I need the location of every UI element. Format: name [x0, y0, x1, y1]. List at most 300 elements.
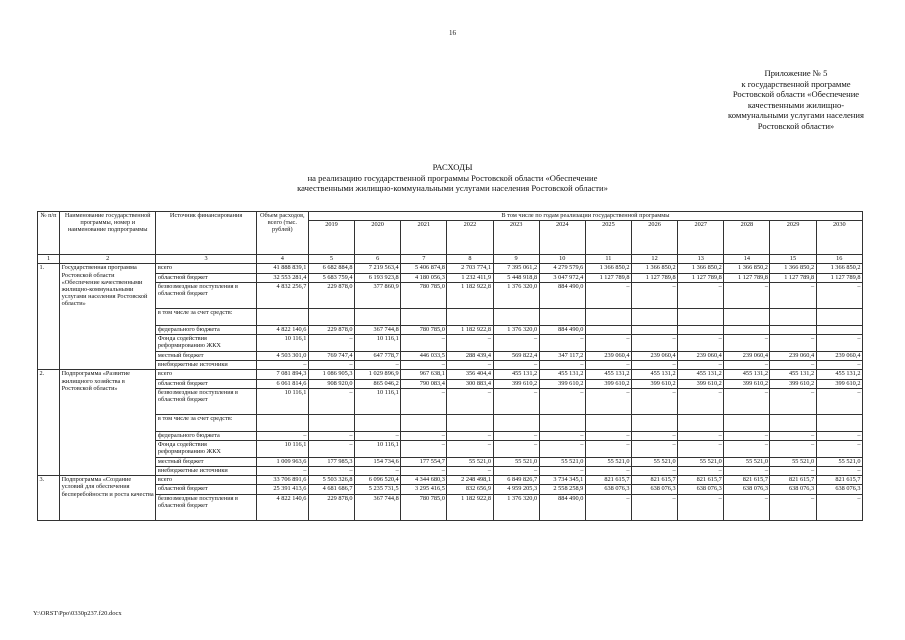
year-value: 638 076,3 — [724, 485, 770, 494]
year-value: – — [632, 361, 678, 370]
header-year: 2026 — [632, 221, 678, 255]
total-volume — [256, 308, 308, 325]
appendix-line: качественными жилищно- — [747, 99, 845, 110]
year-value: 446 033,5 — [401, 351, 447, 360]
year-value: 239 060,4 — [770, 351, 816, 360]
total-volume: 41 888 839,1 — [256, 264, 308, 273]
year-value: 638 076,3 — [632, 485, 678, 494]
year-value: – — [308, 334, 354, 351]
year-value: 55 521,0 — [585, 457, 631, 466]
year-value: – — [355, 361, 401, 370]
year-value: – — [308, 440, 354, 457]
year-value: 229 878,0 — [308, 282, 354, 308]
year-value: 399 610,2 — [539, 379, 585, 388]
year-value: 4 681 686,7 — [308, 485, 354, 494]
table-row — [38, 325, 863, 334]
year-value: 356 404,4 — [447, 370, 493, 379]
table-row — [38, 414, 863, 431]
year-value: – — [724, 361, 770, 370]
year-value: 367 744,8 — [355, 494, 401, 520]
header-year: 2024 — [539, 221, 585, 255]
header-year: 2030 — [816, 221, 862, 255]
year-value: 1 366 850,2 — [678, 264, 724, 273]
table-row — [38, 351, 863, 360]
year-value: – — [724, 440, 770, 457]
year-value: 2 558 258,9 — [539, 485, 585, 494]
year-value: 1 127 789,8 — [724, 273, 770, 282]
year-value: 455 131,2 — [770, 370, 816, 379]
table-row — [38, 282, 863, 308]
funding-source: областной бюджет — [156, 379, 256, 388]
year-value: – — [447, 467, 493, 476]
year-value: 1 127 789,8 — [770, 273, 816, 282]
year-value — [447, 308, 493, 325]
year-value: 638 076,3 — [816, 485, 862, 494]
column-number: 16 — [816, 255, 862, 264]
column-number: 12 — [632, 255, 678, 264]
year-value — [355, 308, 401, 325]
year-value — [770, 325, 816, 334]
year-value: 638 076,3 — [678, 485, 724, 494]
year-value: 239 060,4 — [678, 351, 724, 360]
year-value — [816, 414, 862, 431]
year-value — [724, 414, 770, 431]
header-year: 2021 — [401, 221, 447, 255]
year-value: – — [770, 431, 816, 440]
column-number: 4 — [256, 255, 308, 264]
table-row — [38, 494, 863, 520]
funding-source: безвозмездные поступления в областной бюджет — [156, 282, 256, 308]
year-value: – — [401, 467, 447, 476]
year-value: 638 076,3 — [585, 485, 631, 494]
total-volume: 10 116,1 — [256, 388, 308, 414]
year-value: – — [539, 440, 585, 457]
year-value — [539, 414, 585, 431]
year-value: 1 366 850,2 — [632, 264, 678, 273]
year-value: – — [493, 388, 539, 414]
appendix-line: к государственной программе — [741, 78, 851, 89]
year-value: 6 682 884,8 — [308, 264, 354, 273]
year-value — [447, 414, 493, 431]
column-numbers-row — [38, 255, 863, 264]
year-value: 10 116,1 — [355, 440, 401, 457]
year-value: – — [632, 431, 678, 440]
year-value: 229 878,0 — [308, 325, 354, 334]
funding-source: местный бюджет — [156, 457, 256, 466]
appendix-line: Приложение № 5 — [764, 68, 828, 78]
year-value: 55 521,0 — [724, 457, 770, 466]
column-number: 8 — [447, 255, 493, 264]
total-volume: 25 391 413,6 — [256, 485, 308, 494]
year-value — [308, 308, 354, 325]
year-value: – — [447, 431, 493, 440]
funding-source: Фонда содействия реформированию ЖКХ — [156, 440, 256, 457]
year-value — [678, 325, 724, 334]
funding-source: внебюджетные источники — [156, 361, 256, 370]
year-value: 455 131,2 — [493, 370, 539, 379]
document-subtitle-line: качественными жилищно-коммунальными услугами населения Ростовской области» — [297, 183, 608, 194]
year-value: 4 279 579,6 — [539, 264, 585, 273]
year-value: 177 985,3 — [308, 457, 354, 466]
year-value: – — [401, 361, 447, 370]
year-value: – — [770, 282, 816, 308]
year-value: – — [585, 440, 631, 457]
year-value: 239 060,4 — [585, 351, 631, 360]
year-value: 821 615,7 — [632, 476, 678, 485]
year-value: – — [493, 361, 539, 370]
year-value: – — [585, 467, 631, 476]
column-number: 7 — [401, 255, 447, 264]
year-value: – — [678, 440, 724, 457]
year-value: 1 376 320,0 — [493, 325, 539, 334]
year-value: 1 086 905,3 — [308, 370, 354, 379]
year-value: – — [585, 431, 631, 440]
year-value: – — [308, 431, 354, 440]
year-value: 3 734 345,1 — [539, 476, 585, 485]
year-value: 908 920,0 — [308, 379, 354, 388]
funding-source: в том числе за счет средств: — [156, 308, 256, 325]
year-value: – — [632, 494, 678, 520]
year-value: 832 656,9 — [447, 485, 493, 494]
table-row — [38, 457, 863, 466]
year-value: – — [401, 431, 447, 440]
year-value — [770, 414, 816, 431]
year-value — [539, 308, 585, 325]
year-value — [678, 414, 724, 431]
funding-source: Фонда содействия реформированию ЖКХ — [156, 334, 256, 351]
year-value: – — [539, 334, 585, 351]
year-value: 780 785,0 — [401, 494, 447, 520]
year-value: 5 503 326,8 — [308, 476, 354, 485]
year-value: 5 683 759,4 — [308, 273, 354, 282]
year-value: 780 785,0 — [401, 282, 447, 308]
total-volume: 4 822 140,6 — [256, 494, 308, 520]
column-number: 11 — [585, 255, 631, 264]
table-row — [38, 440, 863, 457]
table-row — [38, 431, 863, 440]
year-value: 884 490,0 — [539, 325, 585, 334]
year-value: – — [724, 282, 770, 308]
year-value: – — [585, 334, 631, 351]
header-source: Источник финансирования — [156, 212, 256, 255]
year-value: 2 703 774,1 — [447, 264, 493, 273]
total-volume: 32 553 281,4 — [256, 273, 308, 282]
year-value: 399 610,2 — [770, 379, 816, 388]
year-value: – — [678, 467, 724, 476]
year-value: – — [724, 334, 770, 351]
year-value — [401, 308, 447, 325]
year-value: – — [493, 334, 539, 351]
total-volume: 4 822 140,6 — [256, 325, 308, 334]
year-value: – — [585, 361, 631, 370]
year-value: 1 127 789,8 — [678, 273, 724, 282]
year-value: 1 127 789,8 — [816, 273, 862, 282]
row-number: 3. — [38, 476, 60, 520]
header-year: 2025 — [585, 221, 631, 255]
year-value: 300 883,4 — [447, 379, 493, 388]
year-value: 229 878,0 — [308, 494, 354, 520]
year-value: 1 366 850,2 — [770, 264, 816, 273]
year-value: – — [678, 431, 724, 440]
year-value: 2 248 498,1 — [447, 476, 493, 485]
year-value: – — [493, 467, 539, 476]
funding-source: местный бюджет — [156, 351, 256, 360]
header-row — [38, 212, 863, 221]
total-volume: 4 832 256,7 — [256, 282, 308, 308]
year-value: – — [770, 494, 816, 520]
program-name: Подпрограмма «Развитие жилищного хозяйства в Ростовской области» — [60, 370, 156, 476]
header-name: Наименование государственной программы, номер и наименование подпрограммы — [60, 212, 156, 255]
year-value: 1 127 789,8 — [632, 273, 678, 282]
year-value — [632, 308, 678, 325]
year-value — [724, 325, 770, 334]
header-year: 2027 — [678, 221, 724, 255]
year-value: 399 610,2 — [724, 379, 770, 388]
year-value: – — [401, 334, 447, 351]
expenses-table — [37, 211, 863, 521]
year-value: 239 060,4 — [724, 351, 770, 360]
year-value: – — [816, 431, 862, 440]
column-number: 6 — [355, 255, 401, 264]
header-year: 2023 — [493, 221, 539, 255]
year-value: – — [816, 282, 862, 308]
file-path-footer: Y:\ORST\Ppo\0330p237.f20.docx — [33, 610, 122, 617]
total-volume: 6 061 814,6 — [256, 379, 308, 388]
year-value: – — [539, 467, 585, 476]
year-value: 5 235 731,5 — [355, 485, 401, 494]
year-value: 377 860,9 — [355, 282, 401, 308]
total-volume: 10 116,1 — [256, 334, 308, 351]
year-value: – — [678, 282, 724, 308]
year-value: – — [724, 431, 770, 440]
year-value: 1 182 922,8 — [447, 282, 493, 308]
year-value: 6 849 826,7 — [493, 476, 539, 485]
year-value: – — [585, 388, 631, 414]
year-value: 780 785,0 — [401, 325, 447, 334]
year-value: 455 131,2 — [539, 370, 585, 379]
year-value: – — [632, 440, 678, 457]
year-value: – — [493, 431, 539, 440]
year-value: – — [724, 494, 770, 520]
funding-source: областной бюджет — [156, 273, 256, 282]
total-volume: 7 081 894,3 — [256, 370, 308, 379]
year-value — [770, 308, 816, 325]
total-volume: 1 009 963,6 — [256, 457, 308, 466]
year-value: 399 610,2 — [493, 379, 539, 388]
year-value: 1 182 922,8 — [447, 325, 493, 334]
year-value: – — [355, 467, 401, 476]
year-value: 7 395 061,2 — [493, 264, 539, 273]
column-number: 14 — [724, 255, 770, 264]
year-value: 821 615,7 — [770, 476, 816, 485]
column-number: 10 — [539, 255, 585, 264]
year-value — [816, 308, 862, 325]
year-value: – — [539, 431, 585, 440]
total-volume: – — [256, 361, 308, 370]
year-value: – — [308, 361, 354, 370]
funding-source: безвозмездные поступления в областной бюджет — [156, 494, 256, 520]
year-value: – — [770, 334, 816, 351]
year-value: 647 778,7 — [355, 351, 401, 360]
year-value: 239 060,4 — [816, 351, 862, 360]
year-value: 154 734,6 — [355, 457, 401, 466]
year-value: – — [308, 467, 354, 476]
year-value: – — [632, 467, 678, 476]
year-value: 1 376 320,0 — [493, 282, 539, 308]
year-value: 884 490,0 — [539, 494, 585, 520]
year-value — [585, 308, 631, 325]
funding-source: федерального бюджета — [156, 431, 256, 440]
column-number: 13 — [678, 255, 724, 264]
year-value — [308, 414, 354, 431]
year-value: 55 521,0 — [539, 457, 585, 466]
year-value: – — [816, 440, 862, 457]
funding-source: в том числе за счет средств: — [156, 414, 256, 431]
year-value: – — [770, 361, 816, 370]
year-value: 1 366 850,2 — [816, 264, 862, 273]
column-number: 9 — [493, 255, 539, 264]
year-value: 455 131,2 — [585, 370, 631, 379]
year-value: 884 490,0 — [539, 282, 585, 308]
year-value: – — [308, 388, 354, 414]
year-value: – — [724, 467, 770, 476]
year-value: – — [770, 467, 816, 476]
year-value — [493, 308, 539, 325]
year-value: 1 376 320,0 — [493, 494, 539, 520]
year-value: – — [539, 361, 585, 370]
year-value: 55 521,0 — [678, 457, 724, 466]
table-row — [38, 476, 863, 485]
document-subtitle-line: на реализацию государственной программы Ростовской области «Обеспечение — [307, 172, 598, 183]
year-value: 1 232 411,9 — [447, 273, 493, 282]
year-value: 3 295 416,5 — [401, 485, 447, 494]
year-value: 55 521,0 — [770, 457, 816, 466]
table-row — [38, 388, 863, 414]
year-value: 55 521,0 — [447, 457, 493, 466]
year-value: 821 615,7 — [678, 476, 724, 485]
funding-source: всего — [156, 476, 256, 485]
year-value: – — [724, 388, 770, 414]
year-value: – — [816, 494, 862, 520]
appendix-note — [676, 68, 905, 132]
year-value: 455 131,2 — [678, 370, 724, 379]
year-value: 177 554,7 — [401, 457, 447, 466]
document-heading — [0, 162, 905, 194]
year-value: 638 076,3 — [770, 485, 816, 494]
year-value — [355, 414, 401, 431]
year-value: – — [816, 361, 862, 370]
year-value: 367 744,8 — [355, 325, 401, 334]
appendix-line: Ростовской области» — [757, 120, 835, 131]
year-value: 10 116,1 — [355, 334, 401, 351]
program-name: Государственная программа Ростовской области «Обеспечение качественными жилищно-коммунальными услугами населения Ростовской области» — [60, 264, 156, 370]
column-number: 5 — [308, 255, 354, 264]
column-number: 15 — [770, 255, 816, 264]
year-value: – — [816, 334, 862, 351]
year-value: 55 521,0 — [816, 457, 862, 466]
year-value: 399 610,2 — [585, 379, 631, 388]
year-value: – — [447, 334, 493, 351]
year-value: 347 117,2 — [539, 351, 585, 360]
year-value — [401, 414, 447, 431]
year-value: – — [632, 388, 678, 414]
row-number: 2. — [38, 370, 60, 476]
total-volume: 33 706 891,6 — [256, 476, 308, 485]
year-value — [816, 325, 862, 334]
year-value: 239 060,4 — [632, 351, 678, 360]
year-value: – — [447, 440, 493, 457]
year-value — [724, 308, 770, 325]
year-value — [493, 414, 539, 431]
year-value: – — [447, 361, 493, 370]
year-value: 455 131,2 — [724, 370, 770, 379]
header-by-years: В том числе по годам реализации государственной программы — [308, 212, 862, 221]
row-number: 1. — [38, 264, 60, 370]
year-value: 1 366 850,2 — [724, 264, 770, 273]
year-value: 4 180 056,3 — [401, 273, 447, 282]
year-value: 7 219 563,4 — [355, 264, 401, 273]
total-volume — [256, 414, 308, 431]
year-value — [632, 325, 678, 334]
year-value: 455 131,2 — [816, 370, 862, 379]
table-row — [38, 334, 863, 351]
year-value: 455 131,2 — [632, 370, 678, 379]
year-value: 821 615,7 — [585, 476, 631, 485]
header-year: 2020 — [355, 221, 401, 255]
column-number: 2 — [60, 255, 156, 264]
year-value: 569 822,4 — [493, 351, 539, 360]
table-row — [38, 361, 863, 370]
year-value: 5 406 874,8 — [401, 264, 447, 273]
total-volume: 4 503 301,0 — [256, 351, 308, 360]
year-value: 4 344 680,3 — [401, 476, 447, 485]
total-volume: 10 116,1 — [256, 440, 308, 457]
page-number: 16 — [449, 29, 456, 37]
year-value: 3 047 972,4 — [539, 273, 585, 282]
year-value: 769 747,4 — [308, 351, 354, 360]
year-value — [585, 414, 631, 431]
year-value: 967 638,1 — [401, 370, 447, 379]
column-number: 3 — [156, 255, 256, 264]
header-year: 2029 — [770, 221, 816, 255]
header-volume: Объем расходов, всего (тыс. рублей) — [256, 212, 308, 255]
year-value: – — [585, 494, 631, 520]
document-title: РАСХОДЫ — [432, 162, 473, 172]
column-number: 1 — [38, 255, 60, 264]
year-value: 6 096 520,4 — [355, 476, 401, 485]
year-value — [585, 325, 631, 334]
funding-source: федерального бюджета — [156, 325, 256, 334]
year-value: – — [447, 388, 493, 414]
funding-source: внебюджетные источники — [156, 467, 256, 476]
program-name: Подпрограмма «Создание условий для обеспечения бесперебойности и роста качества — [60, 476, 156, 520]
funding-source: всего — [156, 264, 256, 273]
funding-source: областной бюджет — [156, 485, 256, 494]
year-value: – — [401, 388, 447, 414]
year-value: 10 116,1 — [355, 388, 401, 414]
table-row — [38, 273, 863, 282]
year-value: – — [632, 282, 678, 308]
year-value: 399 610,2 — [678, 379, 724, 388]
funding-source: безвозмездные поступления в областной бюджет — [156, 388, 256, 414]
year-value: 4 959 205,3 — [493, 485, 539, 494]
year-value: 399 610,2 — [632, 379, 678, 388]
header-year: 2022 — [447, 221, 493, 255]
funding-source: всего — [156, 370, 256, 379]
year-value: 1 182 922,8 — [447, 494, 493, 520]
year-value: – — [632, 334, 678, 351]
year-value — [678, 308, 724, 325]
